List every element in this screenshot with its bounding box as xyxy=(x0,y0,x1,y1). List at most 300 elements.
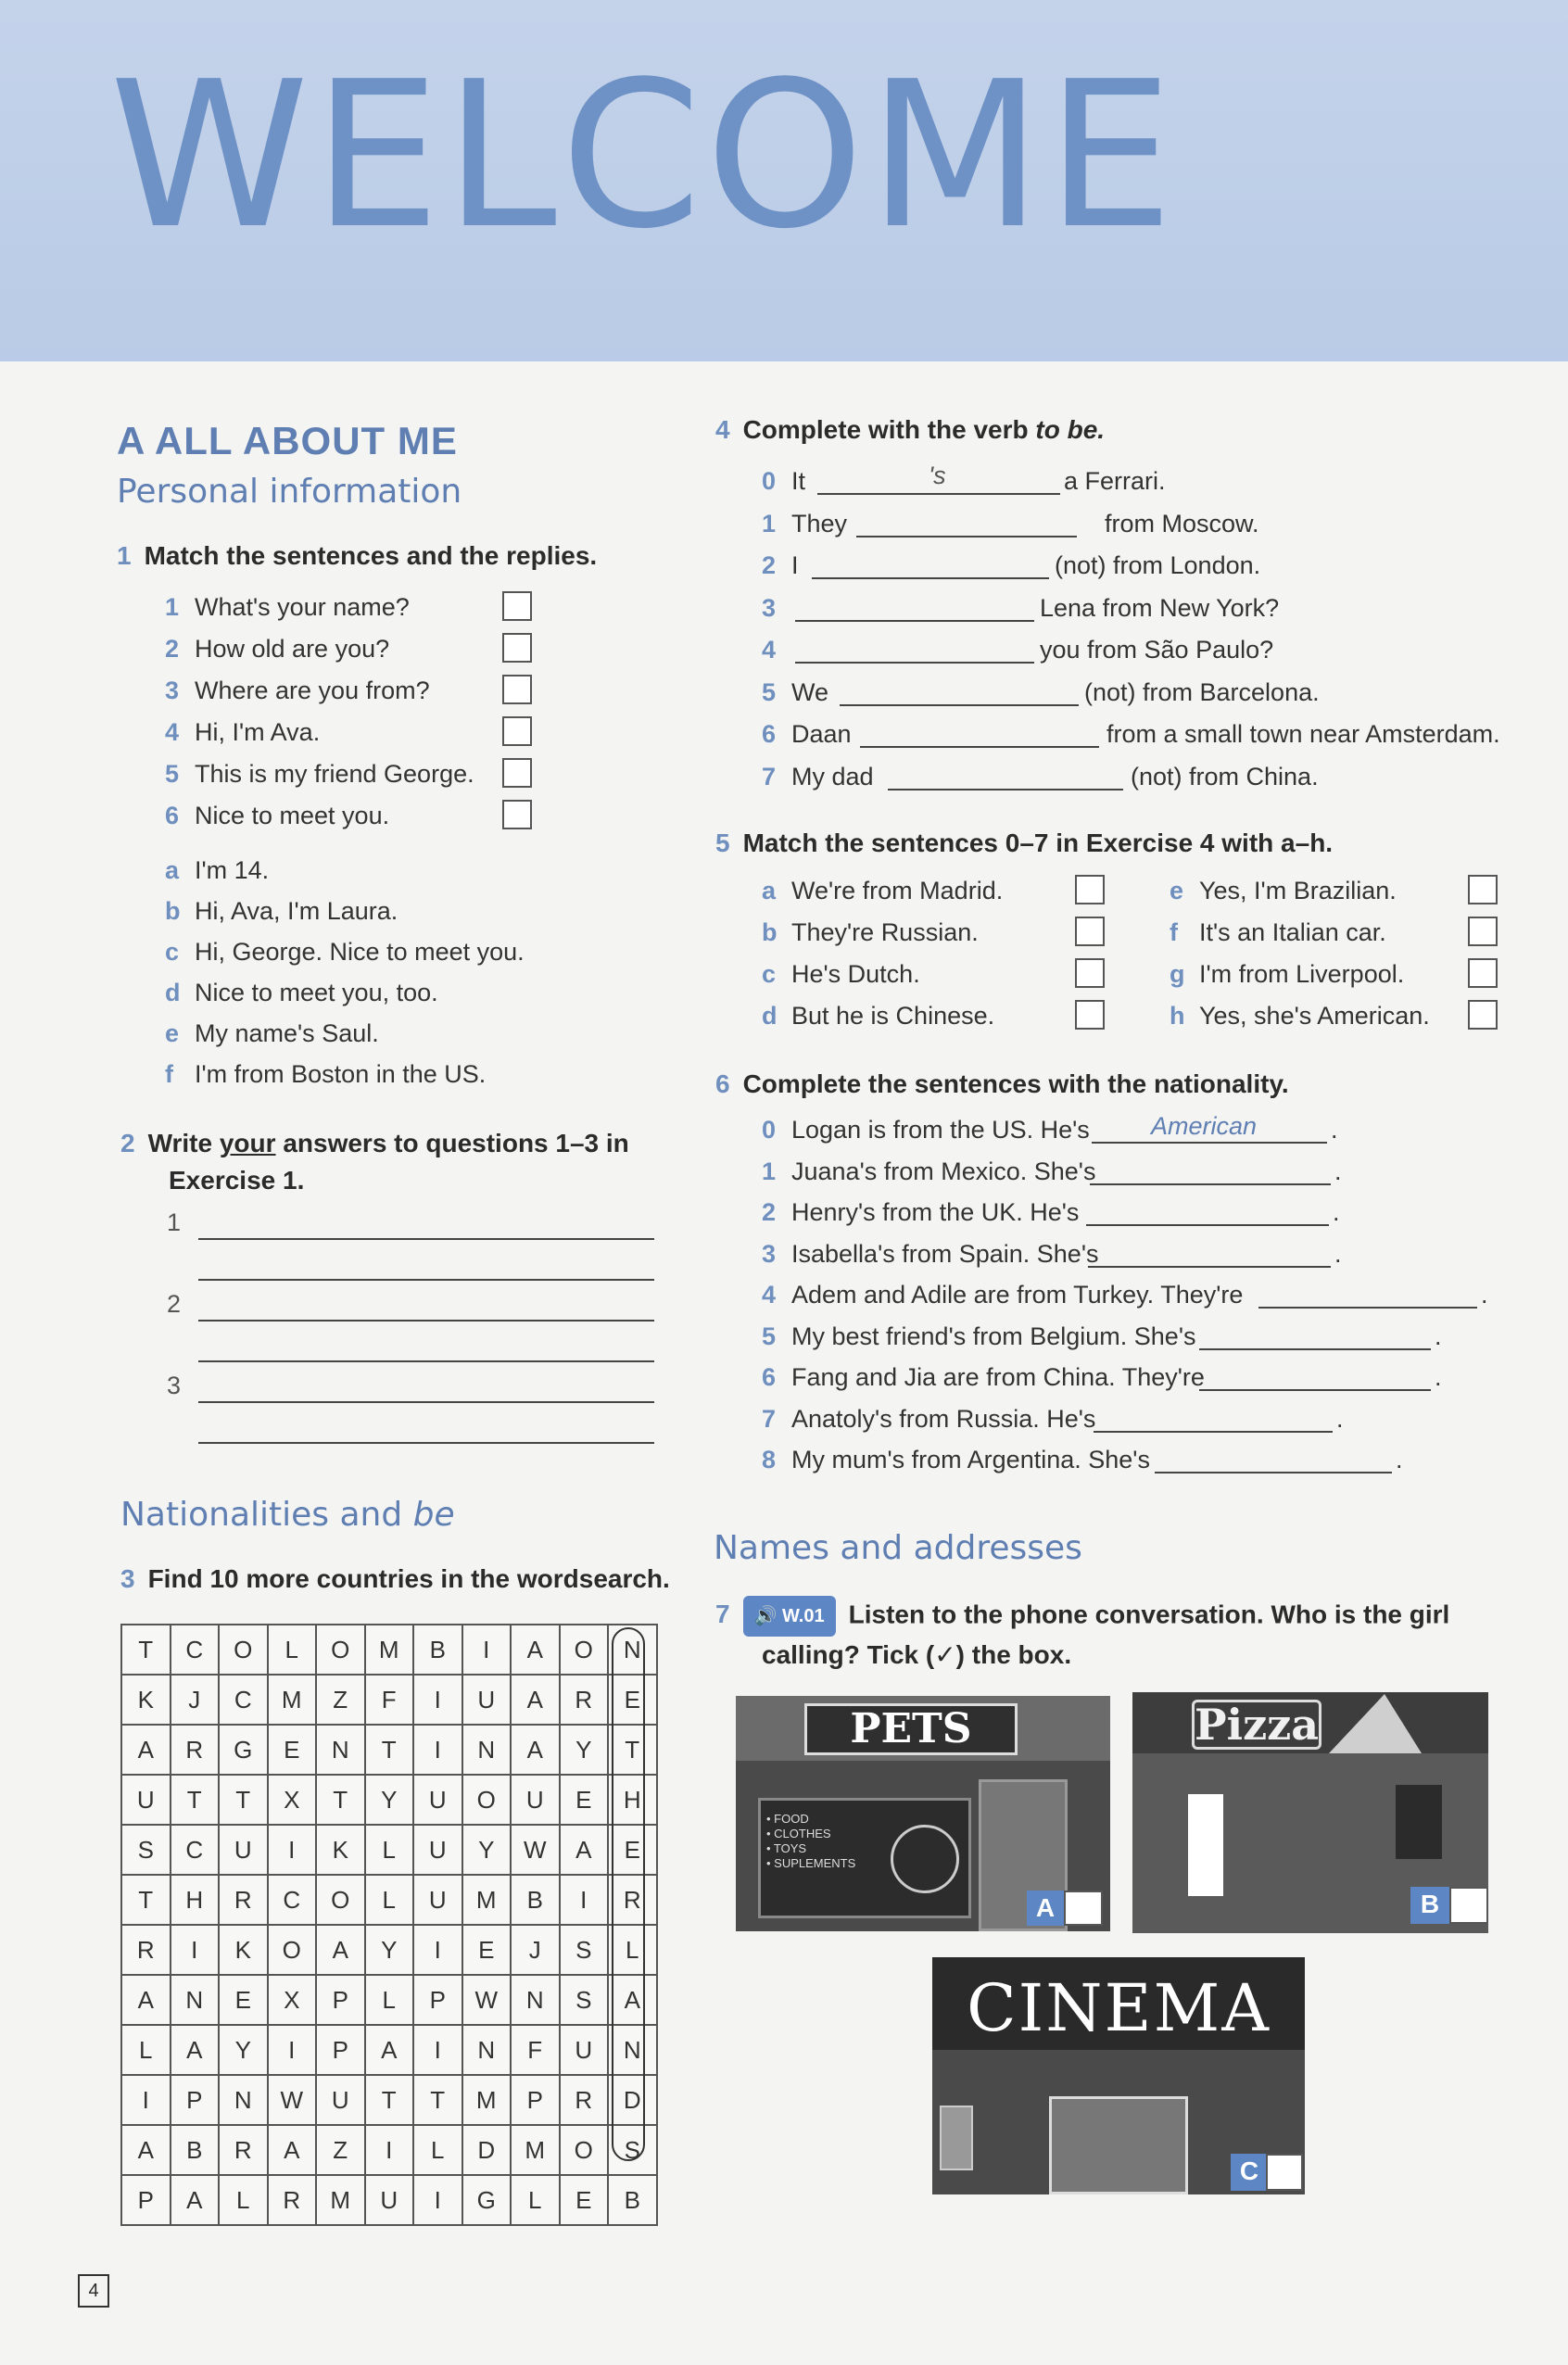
match-item xyxy=(762,960,920,989)
sentence-dot: . xyxy=(1435,1363,1442,1391)
wordsearch-cell[interactable]: I xyxy=(268,1825,317,1875)
wordsearch-cell[interactable]: A xyxy=(608,1975,657,2025)
item-number: 8 xyxy=(762,1446,777,1473)
wordsearch-cell[interactable]: U xyxy=(560,2025,609,2075)
reply-item xyxy=(165,856,269,885)
wordsearch-cell[interactable]: Z xyxy=(316,2125,365,2175)
wordsearch-cell[interactable]: L xyxy=(413,2125,462,2175)
answer-number: 1 xyxy=(167,1208,182,1236)
wordsearch-row xyxy=(121,1875,657,1925)
wordsearch-cell[interactable]: Z xyxy=(316,1675,365,1725)
wordsearch-cell[interactable]: K xyxy=(219,1925,268,1975)
reply-item xyxy=(165,938,525,967)
nationality-text: Logan is from the US. He's xyxy=(791,1116,1090,1144)
answer-box[interactable] xyxy=(1075,958,1105,988)
wordsearch-cell[interactable]: P xyxy=(316,2025,365,2075)
wordsearch-cell[interactable]: L xyxy=(365,1825,414,1875)
wordsearch-cell[interactable]: L xyxy=(365,1975,414,2025)
wordsearch-cell[interactable]: R xyxy=(560,2075,609,2125)
answer-line[interactable] xyxy=(840,704,1079,706)
wordsearch-cell[interactable]: L xyxy=(268,1625,317,1675)
wordsearch-cell[interactable]: U xyxy=(413,1775,462,1825)
verb-item xyxy=(762,720,852,749)
wordsearch-cell[interactable]: I xyxy=(413,1725,462,1775)
reply-text: My name's Saul. xyxy=(195,1019,379,1047)
wordsearch-cell[interactable]: B xyxy=(171,2125,220,2175)
wordsearch-cell[interactable]: A xyxy=(511,1625,560,1675)
wordsearch-cell[interactable]: T xyxy=(171,1775,220,1825)
wordsearch-cell[interactable]: K xyxy=(121,1675,171,1725)
wordsearch-cell[interactable]: A xyxy=(365,2025,414,2075)
wordsearch-cell[interactable]: R xyxy=(560,1675,609,1725)
wordsearch-cell[interactable]: U xyxy=(316,2075,365,2125)
wordsearch-cell[interactable]: A xyxy=(121,1725,171,1775)
item-letter: e xyxy=(165,1019,180,1047)
verb-item xyxy=(762,510,847,538)
wordsearch-cell[interactable]: X xyxy=(268,1975,317,2025)
nationality-item xyxy=(762,1198,1079,1227)
wordsearch-cell[interactable]: R xyxy=(121,1925,171,1975)
wordsearch-cell[interactable]: O xyxy=(268,1925,317,1975)
item-number: 4 xyxy=(762,636,777,664)
wordsearch-cell[interactable]: Y xyxy=(219,2025,268,2075)
answer-line[interactable] xyxy=(795,620,1034,622)
answer-box[interactable] xyxy=(1075,875,1105,904)
answer-line[interactable] xyxy=(1086,1224,1329,1226)
answer-box[interactable] xyxy=(1075,917,1105,946)
answer-box[interactable] xyxy=(502,633,532,663)
wordsearch-row xyxy=(121,1775,657,1825)
sentence-dot: . xyxy=(1481,1281,1488,1309)
question-item xyxy=(165,802,389,830)
answer-number: 3 xyxy=(167,1372,182,1399)
answer-box[interactable] xyxy=(502,675,532,704)
wordsearch-row xyxy=(121,1675,657,1725)
wordsearch-cell[interactable]: U xyxy=(121,1775,171,1825)
sentence-dot: . xyxy=(1333,1198,1340,1226)
wordsearch-cell[interactable]: N xyxy=(511,1975,560,2025)
wordsearch-cell[interactable]: A xyxy=(171,2175,220,2225)
exercise-3-heading xyxy=(120,1564,670,1594)
wordsearch-cell[interactable]: E xyxy=(608,1675,657,1725)
pizza-window xyxy=(1188,1794,1223,1896)
wordsearch-cell[interactable]: T xyxy=(219,1775,268,1825)
answer-line[interactable] xyxy=(198,1238,654,1240)
wordsearch-cell[interactable]: R xyxy=(268,2175,317,2225)
item-number: 0 xyxy=(762,467,777,495)
answer-line[interactable] xyxy=(860,746,1099,748)
wordsearch-cell[interactable]: O xyxy=(462,1775,512,1825)
exercise-number: 4 xyxy=(715,415,730,444)
answer-box[interactable] xyxy=(1468,917,1498,946)
wordsearch-cell[interactable]: K xyxy=(316,1825,365,1875)
wordsearch-cell[interactable]: I xyxy=(413,1675,462,1725)
wordsearch-cell[interactable]: N xyxy=(608,1625,657,1675)
wordsearch-cell[interactable]: L xyxy=(511,2175,560,2225)
match-item xyxy=(762,877,1003,905)
wordsearch-cell[interactable]: T xyxy=(365,2075,414,2125)
wordsearch-cell[interactable]: T xyxy=(413,2075,462,2125)
wordsearch-row xyxy=(121,1925,657,1975)
reply-text: Hi, Ava, I'm Laura. xyxy=(195,897,398,925)
item-number: 7 xyxy=(762,762,777,790)
wordsearch-cell[interactable]: C xyxy=(171,1825,220,1875)
picture-label-b: B xyxy=(1410,1887,1449,1924)
exercise-instruction-italic: to be. xyxy=(1035,415,1106,444)
picture-cinema[interactable] xyxy=(932,1957,1305,2194)
wordsearch-cell[interactable]: S xyxy=(560,1925,609,1975)
question-item xyxy=(165,677,430,705)
match-text: But he is Chinese. xyxy=(791,1002,995,1030)
wordsearch-cell[interactable]: R xyxy=(219,1875,268,1925)
wordsearch-row xyxy=(121,1975,657,2025)
wordsearch-cell[interactable]: W xyxy=(268,2075,317,2125)
wordsearch-cell[interactable]: T xyxy=(608,1725,657,1775)
wordsearch-cell[interactable]: S xyxy=(608,2125,657,2175)
item-letter: b xyxy=(762,918,778,946)
exercise-4-heading xyxy=(715,415,1105,445)
verb-item xyxy=(762,467,805,496)
wordsearch-cell[interactable]: P xyxy=(511,2075,560,2125)
item-letter: f xyxy=(1170,918,1178,946)
nationality-item xyxy=(762,1157,1095,1186)
answer-box[interactable] xyxy=(502,591,532,621)
wordsearch-cell[interactable]: M xyxy=(316,2175,365,2225)
nationality-item xyxy=(762,1446,1150,1474)
item-letter: c xyxy=(762,960,777,988)
exercise-instruction-underlined: your xyxy=(219,1129,276,1157)
answer-box[interactable] xyxy=(502,800,532,829)
wordsearch-cell[interactable]: D xyxy=(608,2075,657,2125)
nationality-item xyxy=(762,1116,1090,1145)
nationality-text: Fang and Jia are from China. They're xyxy=(791,1363,1205,1391)
wordsearch-cell[interactable]: O xyxy=(560,1625,609,1675)
match-text: We're from Madrid. xyxy=(791,877,1004,904)
wordsearch-cell[interactable]: I xyxy=(413,1925,462,1975)
nationality-item xyxy=(762,1322,1195,1351)
question-text: How old are you? xyxy=(195,635,390,663)
tick-box-c[interactable] xyxy=(1266,2154,1303,2191)
item-letter: b xyxy=(165,897,181,925)
wordsearch-grid[interactable] xyxy=(120,1624,658,2226)
wordsearch-cell[interactable]: A xyxy=(316,1925,365,1975)
reply-item xyxy=(165,1060,486,1089)
wordsearch-cell[interactable]: U xyxy=(219,1825,268,1875)
wordsearch-cell[interactable]: P xyxy=(121,2175,171,2225)
picture-label-c: C xyxy=(1231,2154,1268,2191)
wordsearch-cell[interactable]: P xyxy=(413,1975,462,2025)
cinema-doors xyxy=(1049,2096,1188,2194)
wordsearch-cell[interactable]: T xyxy=(121,1875,171,1925)
answer-line[interactable] xyxy=(198,1279,654,1281)
wordsearch-cell[interactable]: D xyxy=(462,2125,512,2175)
answer-line[interactable] xyxy=(856,536,1077,538)
shop-menu: • FOOD • CLOTHES • TOYS • SUPLEMENTS xyxy=(766,1812,856,1870)
item-prefix: My dad xyxy=(791,762,874,790)
wordsearch-cell[interactable]: P xyxy=(316,1975,365,2025)
wordsearch-cell[interactable]: T xyxy=(316,1775,365,1825)
wordsearch-cell[interactable]: I xyxy=(560,1875,609,1925)
wordsearch-cell[interactable]: N xyxy=(219,2075,268,2125)
match-text: They're Russian. xyxy=(791,918,979,946)
nationality-text: Anatoly's from Russia. He's xyxy=(791,1404,1096,1433)
wordsearch-cell[interactable]: L xyxy=(608,1925,657,1975)
exercise-number: 5 xyxy=(715,828,730,857)
exercise-number: 7 xyxy=(715,1600,730,1629)
match-text: I'm from Liverpool. xyxy=(1199,960,1405,988)
item-letter: c xyxy=(165,938,180,966)
wordsearch-cell[interactable]: N xyxy=(608,2025,657,2075)
item-number: 0 xyxy=(762,1116,777,1144)
wordsearch-cell[interactable]: H xyxy=(608,1775,657,1825)
answer-line[interactable] xyxy=(1199,1389,1431,1391)
answer-box[interactable] xyxy=(1468,875,1498,904)
item-number: 3 xyxy=(165,677,180,704)
wordsearch-cell[interactable]: J xyxy=(511,1925,560,1975)
cinema-poster xyxy=(940,2106,973,2170)
item-number: 2 xyxy=(762,1198,777,1226)
answer-line[interactable] xyxy=(1258,1307,1477,1309)
question-item xyxy=(165,593,410,622)
wordsearch-cell[interactable]: R xyxy=(608,1875,657,1925)
wordsearch-cell[interactable]: J xyxy=(171,1675,220,1725)
wordsearch-cell[interactable]: A xyxy=(268,2125,317,2175)
item-number: 4 xyxy=(165,718,180,746)
sentence-dot: . xyxy=(1334,1239,1342,1268)
exercise-instruction: Match the sentences 0–7 in Exercise 4 with a–h. xyxy=(742,828,1334,857)
sentence-dot: . xyxy=(1435,1322,1442,1350)
answer-line[interactable] xyxy=(198,1442,654,1444)
item-number: 1 xyxy=(762,1157,777,1185)
cinema-sign: CINEMA xyxy=(967,1970,1271,2046)
tick-box-a[interactable] xyxy=(1064,1891,1103,1926)
answer-box[interactable] xyxy=(1468,1000,1498,1030)
wordsearch-cell[interactable]: U xyxy=(413,1875,462,1925)
reply-text: I'm from Boston in the US. xyxy=(195,1060,487,1088)
wordsearch-cell[interactable]: R xyxy=(219,2125,268,2175)
wordsearch-cell[interactable]: M xyxy=(462,2075,512,2125)
wordsearch-cell[interactable]: A xyxy=(121,2125,171,2175)
item-suffix: Lena from New York? xyxy=(1040,593,1280,622)
answer-number: 2 xyxy=(167,1290,182,1318)
wordsearch-cell[interactable]: R xyxy=(171,1725,220,1775)
answer-line[interactable] xyxy=(817,493,1060,495)
wordsearch-cell[interactable]: B xyxy=(413,1625,462,1675)
answer-line[interactable] xyxy=(1090,1183,1331,1185)
wordsearch-cell[interactable]: G xyxy=(219,1725,268,1775)
wordsearch-cell[interactable]: A xyxy=(560,1825,609,1875)
wordsearch-cell[interactable]: O xyxy=(316,1625,365,1675)
answer-line[interactable] xyxy=(198,1360,654,1362)
exercise-instruction: Complete with the verb xyxy=(742,415,1036,444)
answer-line[interactable] xyxy=(198,1320,654,1322)
pets-sign: PETS xyxy=(804,1703,1018,1755)
wordsearch-cell[interactable]: N xyxy=(316,1725,365,1775)
answer-line[interactable] xyxy=(198,1401,654,1403)
answer-box[interactable] xyxy=(502,716,532,746)
item-suffix: a Ferrari. xyxy=(1064,467,1166,495)
wordsearch-cell[interactable]: U xyxy=(511,1775,560,1825)
wordsearch-cell[interactable]: A xyxy=(121,1975,171,2025)
wordsearch-cell[interactable]: A xyxy=(171,2025,220,2075)
item-suffix: from a small town near Amsterdam. xyxy=(1106,720,1500,748)
wordsearch-cell[interactable]: B xyxy=(511,1875,560,1925)
sentence-dot: . xyxy=(1336,1404,1344,1433)
wordsearch-cell[interactable]: B xyxy=(608,2175,657,2225)
reply-item xyxy=(165,979,438,1007)
wordsearch-cell[interactable]: I xyxy=(171,1925,220,1975)
wordsearch-cell[interactable]: Y xyxy=(462,1825,512,1875)
item-letter: e xyxy=(1170,877,1184,904)
wordsearch-cell[interactable]: N xyxy=(462,2025,512,2075)
item-number: 2 xyxy=(165,635,180,663)
wordsearch-cell[interactable]: I xyxy=(121,2075,171,2125)
answer-box[interactable] xyxy=(1468,958,1498,988)
wordsearch-cell[interactable]: C xyxy=(219,1675,268,1725)
item-prefix: They xyxy=(791,509,848,538)
wordsearch-cell[interactable]: E xyxy=(608,1825,657,1875)
wordsearch-cell[interactable]: Y xyxy=(365,1925,414,1975)
verb-item xyxy=(762,678,828,707)
wordsearch-cell[interactable]: P xyxy=(171,2075,220,2125)
item-number: 7 xyxy=(762,1404,777,1433)
answer-line[interactable] xyxy=(1088,1266,1331,1268)
answer-line[interactable] xyxy=(888,789,1123,790)
reply-item xyxy=(165,1019,379,1048)
answer-line[interactable] xyxy=(1094,1431,1333,1433)
exercise-instruction: Find 10 more countries in the wordsearch. xyxy=(147,1564,670,1593)
wordsearch-cell[interactable]: S xyxy=(560,1975,609,2025)
question-text: Nice to meet you. xyxy=(195,802,390,829)
wordsearch-cell[interactable]: L xyxy=(365,1875,414,1925)
wordsearch-cell[interactable]: O xyxy=(316,1875,365,1925)
item-number: 5 xyxy=(762,677,777,706)
wordsearch-cell[interactable]: N xyxy=(462,1725,512,1775)
wordsearch-cell[interactable]: W xyxy=(511,1825,560,1875)
answer-line[interactable] xyxy=(1155,1472,1392,1473)
nationality-item xyxy=(762,1405,1095,1434)
wordsearch-row xyxy=(121,2125,657,2175)
wordsearch-cell[interactable]: I xyxy=(462,1625,512,1675)
nationality-text: Juana's from Mexico. She's xyxy=(791,1157,1096,1185)
item-prefix: We xyxy=(791,677,829,706)
wordsearch-cell[interactable]: U xyxy=(365,2175,414,2225)
wordsearch-cell[interactable]: I xyxy=(365,2125,414,2175)
wordsearch-cell[interactable]: S xyxy=(121,1825,171,1875)
wordsearch-row xyxy=(121,1825,657,1875)
item-letter: a xyxy=(165,856,180,884)
exercise-instruction-c: Exercise 1. xyxy=(169,1166,305,1195)
subsection-nationalities xyxy=(120,1496,455,1534)
wordsearch-cell[interactable]: O xyxy=(560,2125,609,2175)
wordsearch-cell[interactable]: Y xyxy=(560,1725,609,1775)
shop-window xyxy=(758,1798,971,1918)
tick-box-b[interactable] xyxy=(1449,1887,1488,1924)
wordsearch-cell[interactable]: H xyxy=(171,1875,220,1925)
match-item xyxy=(1170,960,1404,989)
nationality-item xyxy=(762,1363,1205,1392)
match-text: He's Dutch. xyxy=(791,960,920,988)
item-number: 4 xyxy=(762,1281,777,1309)
wordsearch-cell[interactable]: E xyxy=(219,1975,268,2025)
wordsearch-cell[interactable]: U xyxy=(413,1825,462,1875)
wordsearch-cell[interactable]: W xyxy=(462,1975,512,2025)
wordsearch-example-circle xyxy=(612,1627,645,2161)
picture-pet-shop[interactable] xyxy=(736,1696,1110,1931)
question-item xyxy=(165,718,320,747)
wordsearch-cell[interactable]: E xyxy=(268,1725,317,1775)
wordsearch-cell[interactable]: C xyxy=(268,1875,317,1925)
wordsearch-cell[interactable]: I xyxy=(268,2025,317,2075)
wordsearch-cell[interactable]: N xyxy=(171,1975,220,2025)
wordsearch-cell[interactable]: A xyxy=(511,1675,560,1725)
match-text: Yes, she's American. xyxy=(1199,1002,1430,1030)
wordsearch-cell[interactable]: M xyxy=(365,1625,414,1675)
wordsearch-row xyxy=(121,2075,657,2125)
audio-track-button[interactable]: 🔊 W.01 xyxy=(743,1596,836,1637)
nationality-item xyxy=(762,1281,1243,1309)
sentence-dot: . xyxy=(1331,1116,1338,1144)
wordsearch-cell[interactable]: E xyxy=(560,1775,609,1825)
nationality-item xyxy=(762,1240,1098,1269)
wordsearch-cell[interactable]: L xyxy=(219,2175,268,2225)
wordsearch-cell[interactable]: L xyxy=(121,2025,171,2075)
question-text: Where are you from? xyxy=(195,677,430,704)
exercise-instruction-b: answers to questions 1–3 in xyxy=(275,1129,629,1157)
sentence-dot: . xyxy=(1396,1446,1403,1473)
wordsearch-cell[interactable]: E xyxy=(560,2175,609,2225)
pizza-sign: Pizza xyxy=(1192,1700,1321,1750)
wordsearch-cell[interactable]: U xyxy=(462,1675,512,1725)
wordsearch-cell[interactable]: M xyxy=(511,2125,560,2175)
item-prefix: It xyxy=(791,467,806,495)
wordsearch-cell[interactable]: Y xyxy=(365,1775,414,1825)
page-number: 4 xyxy=(78,2274,109,2308)
wordsearch-cell[interactable]: C xyxy=(171,1625,220,1675)
wordsearch-cell[interactable]: A xyxy=(511,1725,560,1775)
wordsearch-cell[interactable]: F xyxy=(511,2025,560,2075)
wordsearch-cell[interactable]: E xyxy=(462,1925,512,1975)
item-number: 1 xyxy=(762,509,777,538)
match-item xyxy=(1170,1002,1430,1031)
wordsearch-cell[interactable]: T xyxy=(121,1625,171,1675)
wordsearch-cell[interactable]: O xyxy=(219,1625,268,1675)
answer-box[interactable] xyxy=(1075,1000,1105,1030)
wordsearch-row xyxy=(121,2025,657,2075)
item-letter: a xyxy=(762,877,777,904)
subsection-italic: be xyxy=(412,1496,455,1534)
nationality-text: Henry's from the UK. He's xyxy=(791,1198,1080,1226)
item-letter: g xyxy=(1170,960,1185,988)
picture-pizza-shop[interactable] xyxy=(1132,1692,1488,1933)
wordsearch-cell[interactable]: F xyxy=(365,1675,414,1725)
answer-line[interactable] xyxy=(1199,1348,1431,1350)
wordsearch-row xyxy=(121,1725,657,1775)
wordsearch-cell[interactable]: G xyxy=(462,2175,512,2225)
match-item xyxy=(1170,877,1397,905)
wordsearch-cell[interactable]: T xyxy=(365,1725,414,1775)
item-number: 2 xyxy=(762,551,777,579)
wordsearch-cell[interactable]: I xyxy=(413,2025,462,2075)
answer-line[interactable] xyxy=(812,577,1049,579)
wordsearch-cell[interactable]: I xyxy=(413,2175,462,2225)
answer-box[interactable] xyxy=(502,758,532,788)
wordsearch-cell[interactable]: M xyxy=(268,1675,317,1725)
answer-line[interactable] xyxy=(795,662,1034,664)
wordsearch-cell[interactable]: X xyxy=(268,1775,317,1825)
wordsearch-cell[interactable]: M xyxy=(462,1875,512,1925)
answer-line[interactable] xyxy=(1092,1142,1327,1144)
